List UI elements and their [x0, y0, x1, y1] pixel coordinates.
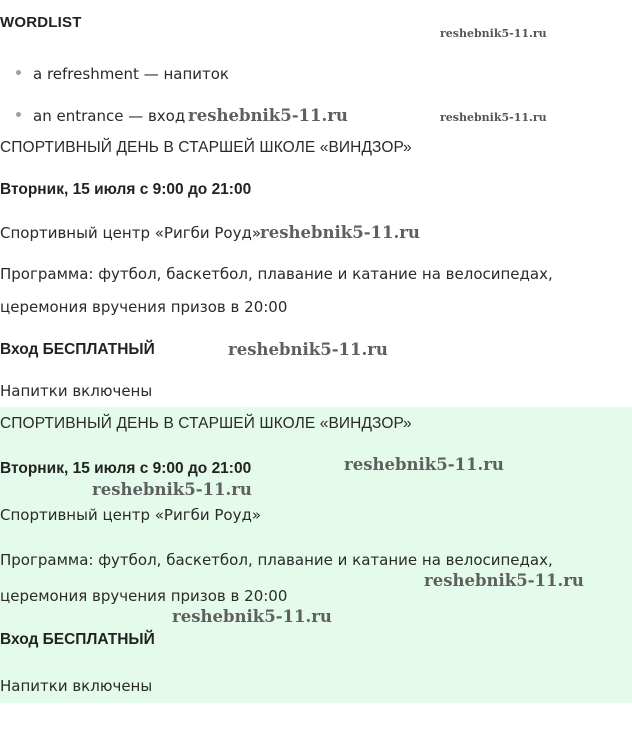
- event-program: Программа: футбол, баскетбол, плавание и катание на велосипедах,: [0, 551, 553, 569]
- watermark: reshebnik5-11.ru: [424, 571, 584, 590]
- section-heading: СПОРТИВНЫЙ ДЕНЬ В СТАРШЕЙ ШКОЛЕ «ВИНДЗОР»: [0, 139, 412, 156]
- wordlist-item: [16, 65, 229, 83]
- wordlist-item: [16, 107, 185, 125]
- watermark: reshebnik5-11.ru: [188, 106, 348, 125]
- bullet-icon: [16, 112, 21, 117]
- event-entry: Вход БЕСПЛАТНЫЙ: [0, 341, 155, 358]
- wordlist-item-text: an entrance — вход: [33, 107, 186, 125]
- event-venue: Спортивный центр «Ригби Роуд»: [0, 224, 262, 242]
- event-date: Вторник, 15 июля с 9:00 до 21:00: [0, 460, 252, 477]
- watermark: reshebnik5-11.ru: [92, 480, 252, 499]
- watermark: reshebnik5-11.ru: [260, 223, 420, 242]
- event-program-continued: церемония вручения призов в 20:00: [0, 587, 288, 605]
- event-drinks: Напитки включены: [0, 677, 153, 695]
- section-heading: СПОРТИВНЫЙ ДЕНЬ В СТАРШЕЙ ШКОЛЕ «ВИНДЗОР»: [0, 415, 412, 432]
- wordlist-item-text: a refreshment — напиток: [33, 65, 229, 83]
- event-drinks: Напитки включены: [0, 382, 153, 400]
- event-date: Вторник, 15 июля с 9:00 до 21:00: [0, 181, 252, 198]
- event-program-continued: церемония вручения призов в 20:00: [0, 298, 288, 316]
- watermark: reshebnik5-11.ru: [172, 607, 332, 626]
- watermark: reshebnik5-11.ru: [440, 27, 547, 40]
- event-program: Программа: футбол, баскетбол, плавание и катание на велосипедах,: [0, 265, 553, 283]
- watermark: reshebnik5-11.ru: [440, 111, 547, 124]
- bullet-icon: [16, 70, 21, 75]
- event-venue: Спортивный центр «Ригби Роуд»: [0, 506, 262, 524]
- event-entry: Вход БЕСПЛАТНЫЙ: [0, 631, 155, 648]
- wordlist-title: WORDLIST: [0, 14, 82, 31]
- watermark: reshebnik5-11.ru: [344, 455, 504, 474]
- watermark: reshebnik5-11.ru: [228, 340, 388, 359]
